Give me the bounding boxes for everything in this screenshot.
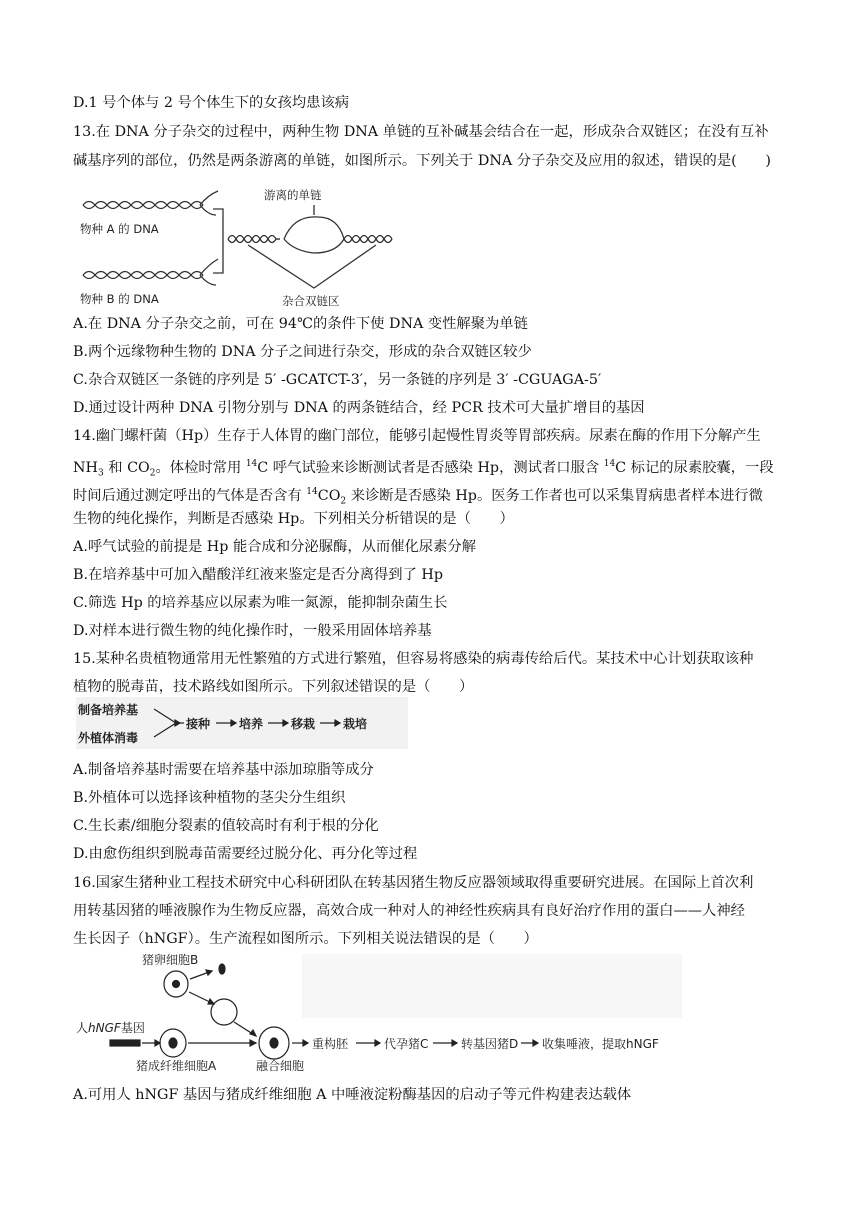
option-c: C.筛选 Hp 的培养基应以尿素为唯一氮源，能抑制杂菌生长 xyxy=(73,595,448,611)
transgenic-pig-label: 转基因猪D xyxy=(461,1037,519,1051)
embryo-label: 重构胚 xyxy=(312,1037,349,1051)
text-line: 用转基因猪的唾液腺作为生物反应器，高效合成一种对人的神经性疾病具有良好治疗作用的蛋白——人神经 xyxy=(73,903,745,919)
transplant-label: 移栽 xyxy=(291,717,316,731)
disinfect-label: 外植体消毒 xyxy=(78,731,139,745)
option-a: A.可用人 hNGF 基因与猪成纤维细胞 A 中唾液淀粉酶基因的启动子等元件构建表达载体 xyxy=(73,1087,632,1103)
fused-cell-label: 融合细胞 xyxy=(256,1059,305,1073)
option-d: D.由愈伤组织到脱毒苗需要经过脱分化、再分化等过程 xyxy=(73,846,418,862)
text-line: D.1 号个体与 2 号个体生下的女孩均患该病 xyxy=(73,95,350,111)
species-b-label: 物种 B 的 DNA xyxy=(80,292,159,306)
text-line: $NH_3$ 和 $CO_2$。体检时常用 $^{14}$C 呼气试验来诊断测试者是否感染 Hp，测试者口服含 $^{14}$C 标记的尿素胶囊，一段 xyxy=(73,459,774,479)
text-line: 时间后通过测定呼出的气体是否含有 $^{14}CO_2$ 来诊断是否感染 Hp。医务工作者也可以采集胃病患者样本进行微 xyxy=(73,487,763,507)
hybrid-region-label: 杂合双链区 xyxy=(282,294,340,308)
question-14-stem: 14.幽门螺杆菌（Hp）生存于人体胃的幽门部位，能够引起慢性胃炎等胃部疾病。尿素在酶的作用下分解产生 xyxy=(73,428,761,444)
egg-cell-label: 猪卵细胞B xyxy=(142,953,199,967)
fibroblast-label: 猪成纤维细胞A xyxy=(136,1059,217,1073)
option-b: B.在培养基中可加入醋酸洋红液来鉴定是否分离得到了 Hp xyxy=(73,567,444,583)
option-a: A.呼气试验的前提是 Hp 能合成和分泌脲酶，从而催化尿素分解 xyxy=(73,539,476,555)
option-d: D.通过设计两种 DNA 引物分别与 DNA 的两条链结合，经 PCR 技术可大量扩增目的基因 xyxy=(73,400,645,416)
option-b: B.外植体可以选择该种植物的茎尖分生组织 xyxy=(73,790,346,806)
option-b: B.两个远缘物种生物的 DNA 分子之间进行杂交，形成的杂合双链区较少 xyxy=(73,344,532,360)
free-strand-label: 游离的单链 xyxy=(264,188,322,202)
question-15-stem: 15.某种名贵植物通常用无性繁殖的方式进行繁殖，但容易将感染的病毒传给后代。某技术中心计划获取该种 xyxy=(73,651,754,667)
inoculate-label: 接种 xyxy=(186,717,211,731)
tissue-culture-route-figure xyxy=(76,697,408,749)
species-a-label: 物种 A 的 DNA xyxy=(80,222,159,236)
gene-label: 人hNGF基因 xyxy=(76,1021,145,1035)
option-a: A.制备培养基时需要在培养基中添加琼脂等成分 xyxy=(73,762,374,778)
option-d: D.对样本进行微生物的纯化操作时，一般采用固体培养基 xyxy=(73,623,432,639)
option-c: C.杂合双链区一条链的序列是 5′ -GCATCT-3′，另一条链的序列是 3′ -CGUAGA-5′ xyxy=(73,372,602,388)
text-line: 生长因子（hNGF）。生产流程如图所示。下列相关说法错误的是（ ） xyxy=(73,931,538,947)
transgenic-pig-process-figure xyxy=(76,952,688,1074)
option-a: A.在 DNA 分子杂交之前，可在 94℃的条件下使 DNA 变性解聚为单链 xyxy=(73,316,528,332)
text-line: 植物的脱毒苗，技术路线如图所示。下列叙述错误的是（ ） xyxy=(73,679,474,695)
option-c: C.生长素/细胞分裂素的值较高时有利于根的分化 xyxy=(73,818,379,834)
text-line: 生物的纯化操作，判断是否感染 Hp。下列相关分析错误的是（ ） xyxy=(73,511,514,527)
text-line: 碱基序列的部位，仍然是两条游离的单链，如图所示。下列关于 DNA 分子杂交及应用的叙述，错误的是( ) xyxy=(73,153,771,169)
collect-label: 收集唾液，提取hNGF xyxy=(542,1037,659,1051)
question-16-stem: 16.国家生猪种业工程技术研究中心科研团队在转基因猪生物反应器领域取得重要研究进展。在国际上首次利 xyxy=(73,875,754,891)
surrogate-label: 代孕猪C xyxy=(384,1037,429,1051)
cultivate-label: 栽培 xyxy=(343,717,368,731)
question-13-stem: 13.在 DNA 分子杂交的过程中，两种生物 DNA 单链的互补碱基会结合在一起，形成杂合双链区；在没有互补 xyxy=(73,124,769,140)
culture-label: 培养 xyxy=(239,717,264,731)
prepare-medium-label: 制备培养基 xyxy=(78,703,139,717)
dna-hybridization-figure xyxy=(78,183,408,309)
